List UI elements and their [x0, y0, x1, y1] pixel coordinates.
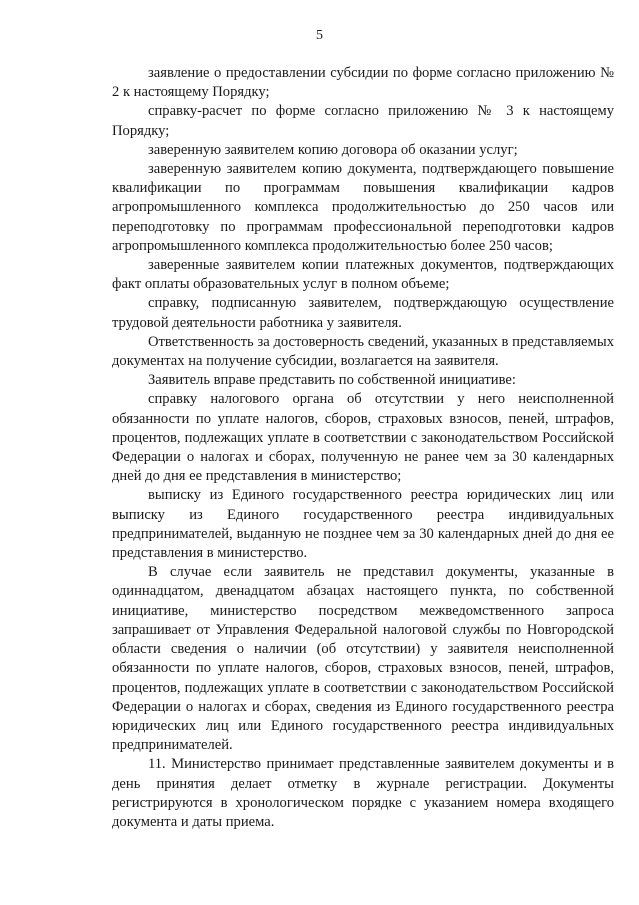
- paragraph-payment-copies: заверенные заявителем копии платежных документов, подтверждающих факт оплаты образовательных услуг в полном объеме;: [112, 257, 614, 293]
- page-number: 5: [316, 28, 323, 43]
- paragraph-item-11: 11. Министерство принимает представленные заявителем документы и в день принятия делает отметку в журнале регистрации. Документы регистрируются в хронологическом порядке с указанием номера входящего документа и даты приема.: [112, 756, 614, 830]
- paragraph-employment-certificate: справку, подписанную заявителем, подтверждающую осуществление трудовой деятельности работника у заявителя.: [112, 295, 614, 331]
- paragraph-registry-extract: выписку из Единого государственного реестра юридических лиц или выписку из Единого государственного реестра индивидуальных предпринимателей, выданную не позднее чем за 30 календарных дней до дня ее представления в министерство.: [112, 487, 614, 562]
- paragraph-responsibility: Ответственность за достоверность сведений, указанных в представляемых документах на получение субсидии, возлагается на заявителя.: [112, 333, 614, 370]
- paragraph-calculation: справку-расчет по форме согласно приложению № 3 к настоящему Порядку;: [112, 103, 614, 139]
- document-body: [112, 64, 614, 832]
- paragraph-qualification-copy: заверенную заявителем копию документа, подтверждающего повышение квалификации по программам повышения квалификации кадров агропромышленного комплекса продолжительностью до 250 часов или переподготовку по программам профессиональной переподготовки кадров агропромышленного комплекса продолжительностью более 250 часов;: [112, 161, 614, 254]
- paragraph-tax-certificate: справку налогового органа об отсутствии у него неисполненной обязанности по уплате налогов, сборов, страховых взносов, пеней, штрафов, процентов, подлежащих уплате в соответствии с законодательством Российской Федерации о налогах и сборах, полученную не ранее чем за 30 календарных дней до дня ее представления в министерство;: [112, 391, 614, 485]
- paragraph-contract-copy: заверенную заявителем копию договора об оказании услуг;: [148, 141, 518, 158]
- paragraph-application: заявление о предоставлении субсидии по форме согласно приложению № 2 к настоящему Порядку;: [112, 65, 614, 101]
- paragraph-interagency-request: В случае если заявитель не представил документы, указанные в одиннадцатом, двенадцатом абзацах настоящего пункта, по собственной инициативе, министерство посредством межведомственного запроса запрашивает от Управления Федеральной налоговой службы по Новгородской области сведения о наличии (об отсутствии) у заявителя неисполненной обязанности по уплате налогов, сборов, страховых взносов, пеней, штрафов, процентов, подлежащих уплате в соответствии с законодательством Российской Федерации о налогах и сборах, сведения из Единого государственного реестра юридических лиц или Единого государственного реестра индивидуальных предпринимателей.: [112, 564, 614, 754]
- paragraph-own-initiative: Заявитель вправе представить по собственной инициативе:: [148, 372, 516, 389]
